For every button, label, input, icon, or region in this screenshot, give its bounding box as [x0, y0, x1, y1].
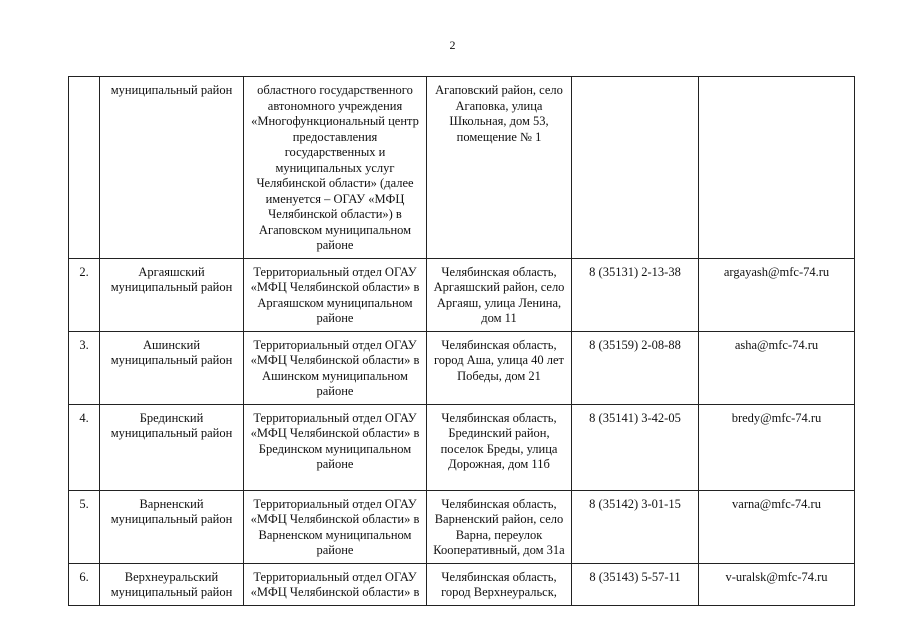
- district-cell: Верхнеуральский муниципальный район: [100, 563, 244, 605]
- email-cell: argayash@mfc-74.ru: [699, 258, 855, 331]
- phone-cell: 8 (35131) 2-13-38: [572, 258, 699, 331]
- row-number-cell: 6.: [69, 563, 100, 605]
- table-row: [69, 331, 855, 404]
- phone-cell: 8 (35159) 2-08-88: [572, 331, 699, 404]
- email-cell: varna@mfc-74.ru: [699, 490, 855, 563]
- address-cell: Агаповский район, село Агаповка, улица Школьная, дом 53, помещение № 1: [427, 77, 572, 259]
- office-cell: Территориальный отдел ОГАУ «МФЦ Челябинской области» в Ашинском муниципальном районе: [244, 331, 427, 404]
- address-cell: Челябинская область, Аргаяшский район, село Аргаяш, улица Ленина, дом 11: [427, 258, 572, 331]
- table-row: [69, 490, 855, 563]
- office-cell: Территориальный отдел ОГАУ «МФЦ Челябинской области» в Аргаяшском муниципальном районе: [244, 258, 427, 331]
- district-cell: муниципальный район: [100, 77, 244, 259]
- phone-cell: 8 (35143) 5-57-11: [572, 563, 699, 605]
- district-cell: Аргаяшский муниципальный район: [100, 258, 244, 331]
- row-number-cell: 2.: [69, 258, 100, 331]
- district-cell: Ашинский муниципальный район: [100, 331, 244, 404]
- address-cell: Челябинская область, Брединский район, поселок Бреды, улица Дорожная, дом 11б: [427, 404, 572, 490]
- email-cell: bredy@mfc-74.ru: [699, 404, 855, 490]
- table-row: [69, 258, 855, 331]
- phone-cell: 8 (35142) 3-01-15: [572, 490, 699, 563]
- row-number-cell: 4.: [69, 404, 100, 490]
- row-number-cell: 3.: [69, 331, 100, 404]
- email-cell: [699, 77, 855, 259]
- page-number: 2: [449, 38, 456, 52]
- office-cell: Территориальный отдел ОГАУ «МФЦ Челябинской области» в Варненском муниципальном районе: [244, 490, 427, 563]
- table-row: [69, 404, 855, 490]
- office-cell: областного государственного автономного учреждения «Многофункциональный центр предоставления государственных и муниципальных услуг Челябинской области» (далее именуется – ОГАУ «МФЦ Челябинской области») в Агаповском муниципальном районе: [244, 77, 427, 259]
- row-number-cell: 5.: [69, 490, 100, 563]
- table-row: [69, 77, 855, 259]
- district-cell: Варненский муниципальный район: [100, 490, 244, 563]
- email-cell: asha@mfc-74.ru: [699, 331, 855, 404]
- phone-cell: [572, 77, 699, 259]
- district-cell: Брединский муниципальный район: [100, 404, 244, 490]
- row-number-cell: [69, 77, 100, 259]
- phone-cell: 8 (35141) 3-42-05: [572, 404, 699, 490]
- table-row: [69, 563, 855, 605]
- address-cell: Челябинская область, Варненский район, село Варна, переулок Кооперативный, дом 31а: [427, 490, 572, 563]
- mfc-offices-table: [68, 76, 855, 606]
- address-cell: Челябинская область, город Аша, улица 40 лет Победы, дом 21: [427, 331, 572, 404]
- office-cell: Территориальный отдел ОГАУ «МФЦ Челябинской области» в: [244, 563, 427, 605]
- email-cell: v-uralsk@mfc-74.ru: [699, 563, 855, 605]
- office-cell: Территориальный отдел ОГАУ «МФЦ Челябинской области» в Брединском муниципальном районе: [244, 404, 427, 490]
- address-cell: Челябинская область, город Верхнеуральск,: [427, 563, 572, 605]
